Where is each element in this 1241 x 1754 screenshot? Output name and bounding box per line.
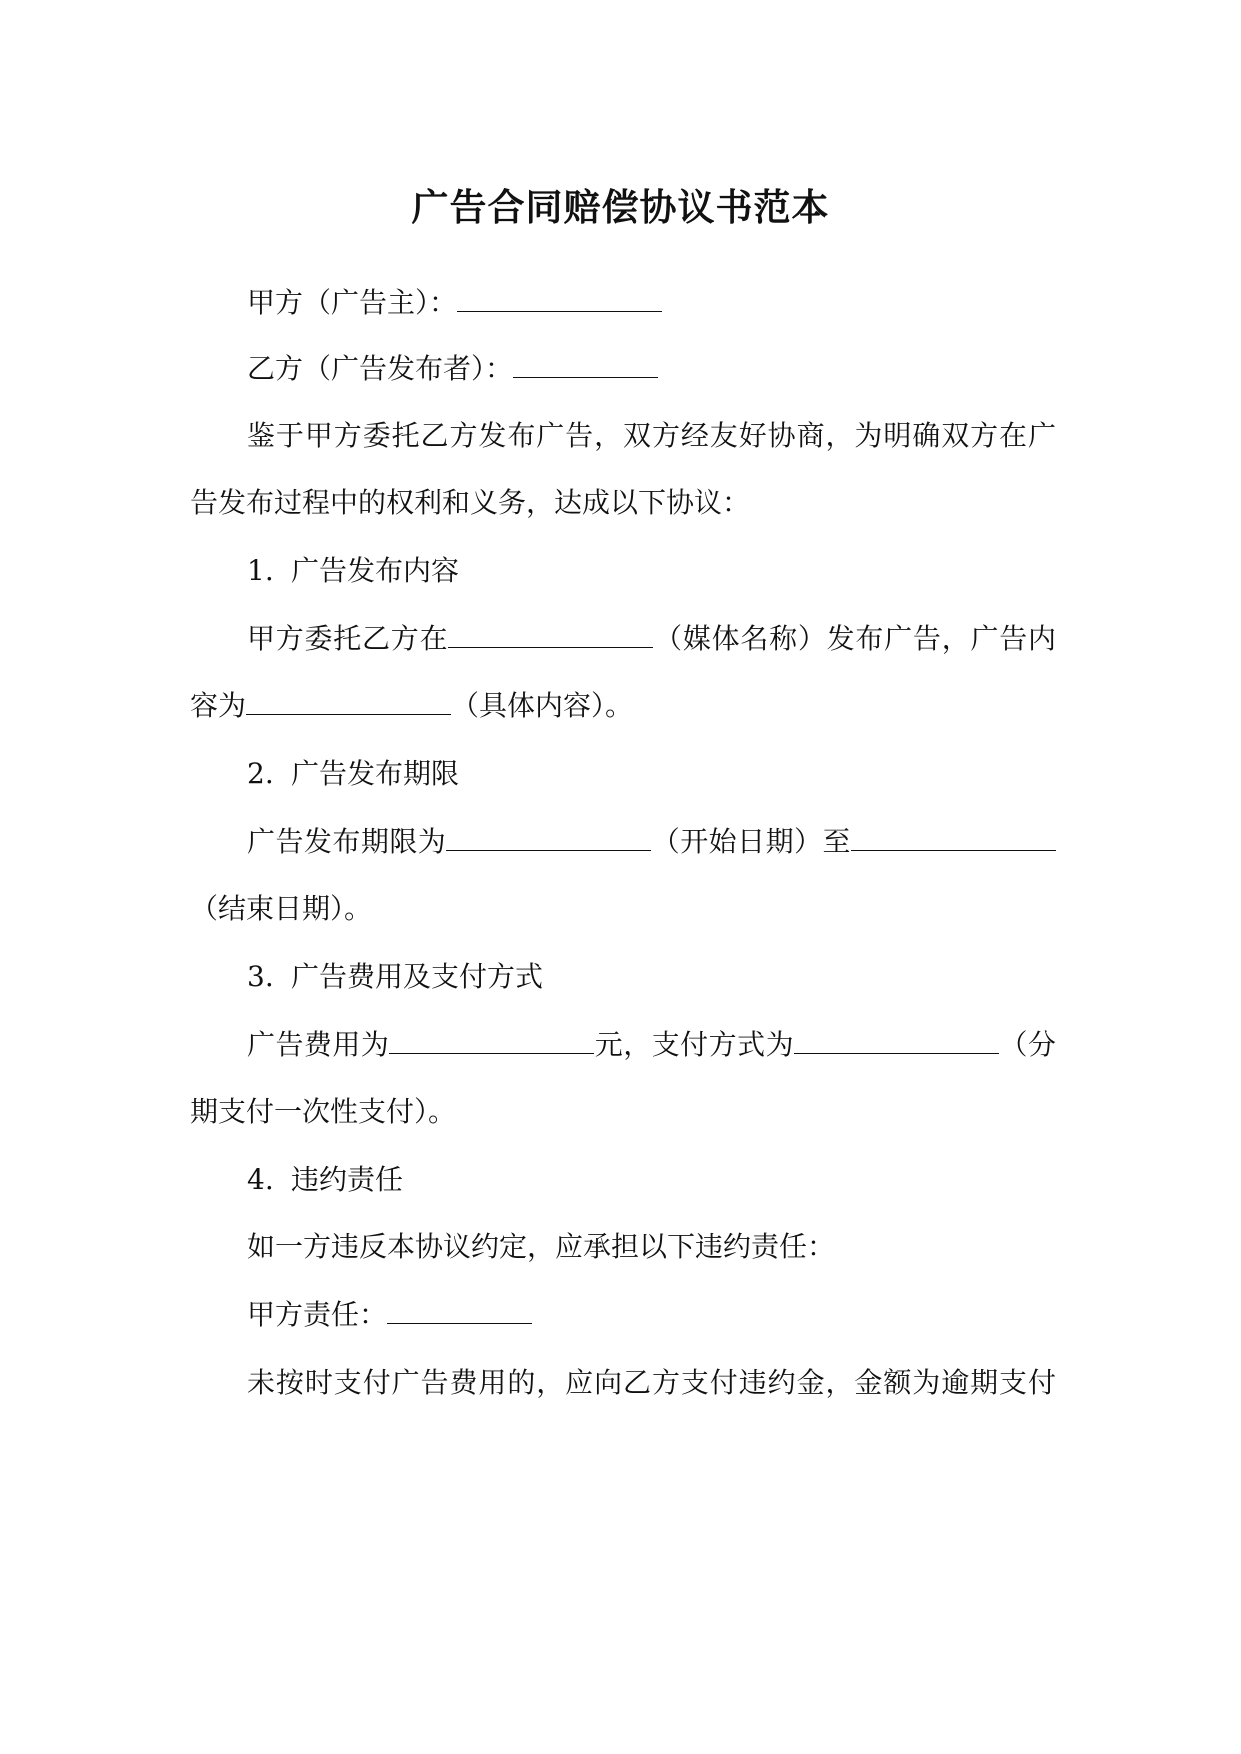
section-2-line-1 [247, 822, 1056, 862]
party-a-blank [457, 285, 662, 312]
section-4-number: 4. [247, 1163, 274, 1196]
preamble-line-1: 鉴于甲方委托乙方发布广告，双方经友好协商，为明确双方在广 [247, 419, 1056, 452]
s3-text-a: 广告费用为 [247, 1028, 390, 1061]
late-payment-line: 未按时支付广告费用的，应向乙方支付违约金，金额为逾期支付 [247, 1366, 1056, 1399]
section-3-heading [247, 957, 1056, 997]
section-1-number: 1. [247, 554, 274, 587]
content-blank [246, 688, 451, 715]
section-1-line-1 [247, 619, 1056, 659]
start-date-blank [446, 824, 651, 851]
section-1-heading [247, 551, 1056, 591]
s3-text-b: 元，支付方式为 [594, 1028, 795, 1061]
section-1-title: 广告发布内容 [291, 554, 460, 587]
party-a-responsibility-label: 甲方责任： [247, 1298, 388, 1331]
section-4-intro: 如一方违反本协议约定，应承担以下违约责任： [247, 1230, 836, 1263]
s1-text-c: 容为 [190, 689, 247, 722]
s3-text-c: （分 [999, 1028, 1056, 1061]
party-a-label: 甲方（广告主）： [247, 286, 458, 319]
section-3-line-1 [247, 1025, 1056, 1065]
payment-method-blank [794, 1027, 999, 1054]
section-3-number: 3. [247, 960, 274, 993]
preamble-line-2: 告发布过程中的权利和义务，达成以下协议： [190, 486, 751, 519]
party-a-responsibility-blank [387, 1297, 532, 1324]
section-4-title: 违约责任 [291, 1163, 404, 1196]
end-date-blank [851, 824, 1056, 851]
s2-text-b: （开始日期）至 [651, 825, 851, 858]
section-4-heading [247, 1160, 1056, 1200]
s1-text-b: （媒体名称）发布广告，广告内 [653, 622, 1056, 655]
party-b-line [247, 349, 1056, 389]
s1-text-a: 甲方委托乙方在 [247, 622, 449, 655]
section-3-title: 广告费用及支付方式 [291, 960, 544, 993]
party-a-responsibility-line [247, 1295, 1056, 1335]
section-2-title: 广告发布期限 [291, 757, 460, 790]
party-a-line [247, 283, 1056, 323]
party-b-label: 乙方（广告发布者）： [247, 352, 514, 385]
section-3-line-2: 期支付一次性支付）。 [190, 1095, 457, 1128]
section-2-line-2: （结束日期）。 [190, 892, 373, 925]
section-2-heading [247, 754, 1056, 794]
document-title: 广告合同赔偿协议书范本 [411, 185, 830, 229]
section-2-number: 2. [247, 757, 274, 790]
media-name-blank [448, 621, 653, 648]
fee-blank [389, 1027, 594, 1054]
s1-text-d: （具体内容）。 [451, 689, 634, 722]
section-1-line-2 [190, 686, 1056, 726]
s2-text-a: 广告发布期限为 [247, 825, 447, 858]
party-b-blank [513, 351, 658, 378]
